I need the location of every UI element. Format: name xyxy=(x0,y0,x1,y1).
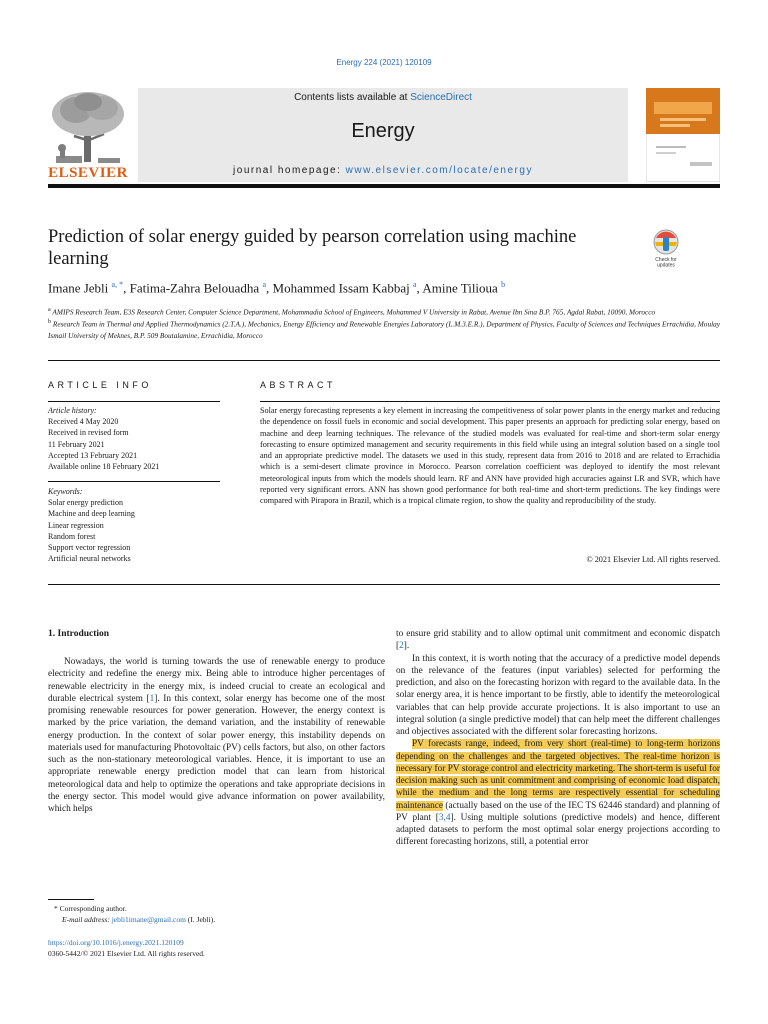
keyword-item: Support vector regression xyxy=(48,543,131,553)
history-item: Accepted 13 February 2021 xyxy=(48,450,138,460)
author-list xyxy=(48,280,668,296)
body-paragraph: In this context, it is worth noting that the accuracy of a predictive model depends on the relevance of the features (input variables) selected for performing the prediction, and also on the forecasting horizon with regard to the available data. In the solar energy area, it is hence important to be firstly, able to identify the meteorological variables that can help provide accurate projections. It is also important to use an integral solution (a single predictive model) that can help meet the different challenges and objectives associated with the different solar forecasting horizons. xyxy=(396,653,720,737)
keyword-item: Random forest xyxy=(48,531,96,541)
paragraph-text: to ensure grid stability and to allow optimal unit commitment and economic dispatch [ xyxy=(396,629,720,652)
author-separator: , xyxy=(416,280,423,296)
author-separator: , xyxy=(123,280,130,296)
keywords-label: Keywords: xyxy=(48,487,83,496)
author-affiliation-mark[interactable]: a xyxy=(412,280,417,289)
elsevier-logo-text: ELSEVIER xyxy=(48,165,128,181)
keywords xyxy=(48,486,220,564)
keyword-item: Artificial neural networks xyxy=(48,554,131,564)
affiliation-mark: b xyxy=(48,319,52,326)
affiliations xyxy=(48,305,720,341)
body-paragraph xyxy=(396,738,720,848)
corresponding-author-note: * Corresponding author. xyxy=(54,904,127,913)
history-item: Received 4 May 2020 xyxy=(48,417,119,427)
divider xyxy=(48,481,220,482)
article-title: Prediction of solar energy guided by pearson correlation using machine learning xyxy=(48,227,577,269)
journal-homepage-line xyxy=(138,165,628,176)
keyword-item: Linear regression xyxy=(48,520,104,530)
reference-link[interactable]: 1 xyxy=(149,693,155,704)
abstract-copyright: © 2021 Elsevier Ltd. All rights reserved. xyxy=(586,555,720,564)
body-column-right xyxy=(396,628,720,849)
history-item: 11 February 2021 xyxy=(48,439,105,449)
contents-prefix: Contents lists available at xyxy=(294,92,411,103)
email-link[interactable]: jebli1imane@gmail.com xyxy=(111,915,186,924)
email-suffix: (I. Jebli). xyxy=(185,915,216,924)
contents-line xyxy=(138,92,628,103)
sciencedirect-link[interactable]: ScienceDirect xyxy=(410,92,472,103)
history-item: Received in revised form xyxy=(48,428,129,438)
homepage-prefix: journal homepage: xyxy=(233,165,346,176)
keyword-item: Solar energy prediction xyxy=(48,498,123,508)
paragraph-text: ]. Using multiple solutions (predictive models) and hence, different adapted datasets to perform the most optimal solar energy projections according to different forecasting horizons, still, a potential error xyxy=(396,812,720,848)
abstract-text: Solar energy forecasting represents a key element in increasing the competitiveness of solar power plants in the energy market and reducing the dependence on fossil fuels in economic and social development. This paper presents an approach for predicting solar energy, based on machine and deep learning techniques. The relevance of the studied models was evaluated for real-time and short-term solar energy forecasting to ensure optimized management and security requirements in this field while using an integral solution based on a single tool and an appropriate predictive model. The datasets we used in this study, represent data from 2016 to 2018 and are related to Errachidia which is a semi-desert climate province in Morocco. Pearson correlation coefficient was deployed to identify the most relevant meteorological inputs from which the models should learn. RF and ANN have provided high accuracies against LR and SVR, which have reported very significant errors. ANN has shown good performance for both real-time and short-term predictions. The key findings were compared with Pirapora in Brazil, which is a tropical climate region, to show the quality and reproducibility of the study. xyxy=(260,406,720,506)
section-heading: 1. Introduction xyxy=(48,629,110,639)
body-paragraph xyxy=(48,656,385,815)
journal-homepage-link[interactable]: www.elsevier.com/locate/energy xyxy=(345,165,533,176)
paragraph-text: (actually based on the use of the IEC TS 62446 standard) and planning of PV plant [ xyxy=(396,800,720,823)
author-affiliation-mark[interactable]: b xyxy=(501,280,506,289)
body-paragraph xyxy=(396,628,720,653)
divider xyxy=(48,360,720,361)
doi-link[interactable]: https://doi.org/10.1016/j.energy.2021.120109 xyxy=(48,938,184,947)
highlighted-text: PV forecasts range, indeed, from very short (real-time) to long-term horizons depending on the challenges and the targeted objectives. The real-time horizon is necessary for PV storage control and electricity marketing. The short-term is useful for decision making such as unit commitment and comprising of economic load dispatch, while the medium and the long terms are respectively essential for scheduling maintenance xyxy=(396,739,720,811)
header-rule xyxy=(48,184,720,188)
email-label: E-mail address: xyxy=(62,915,112,924)
affiliation-b xyxy=(48,317,720,340)
author-separator: , xyxy=(266,280,273,296)
abstract-heading: ABSTRACT xyxy=(260,380,337,390)
paragraph-text: ]. xyxy=(403,641,410,652)
journal-citation[interactable]: Energy 224 (2021) 120109 xyxy=(336,58,432,67)
author-name: Imane Jebli xyxy=(48,280,109,296)
author-affiliation-mark[interactable]: a xyxy=(262,280,267,289)
author-name: Fatima-Zahra Belouadha xyxy=(129,280,260,296)
affiliation-a xyxy=(48,305,720,317)
divider xyxy=(48,401,220,402)
check-for-updates-icon[interactable] xyxy=(648,228,684,268)
affiliation-mark: a xyxy=(48,307,51,313)
issn-line: 0360-5442/© 2021 Elsevier Ltd. All rights reserved. xyxy=(48,949,205,958)
body-column-left xyxy=(48,656,385,815)
article-info-heading: ARTICLE INFO xyxy=(48,380,152,390)
journal-cover-image xyxy=(646,88,720,182)
footnote xyxy=(48,903,385,925)
author-name: Amine Tilioua xyxy=(422,280,498,296)
reference-link[interactable]: 2 xyxy=(399,641,404,652)
divider xyxy=(48,584,720,585)
journal-name: Energy xyxy=(351,120,415,142)
email-line xyxy=(48,914,385,925)
history-item: Available online 18 February 2021 xyxy=(48,462,160,472)
svg-text:Check for: Check for xyxy=(655,257,677,263)
author-name: Mohammed Issam Kabbaj xyxy=(272,280,410,296)
history-label: Article history: xyxy=(48,406,97,415)
article-history xyxy=(48,405,220,472)
author-affiliation-mark[interactable]: a, * xyxy=(111,280,124,289)
paragraph-text: Nowadays, the world is turning towards the use of renewable energy to produce electricity and redefine the energy mix. Being able to introduce higher percentages of renewable electricity in the energy mix, is indeed crucial to create an ecological and durable electrical system [ xyxy=(48,657,385,704)
paragraph-text: ]. In this context, solar energy has become one of the most promising renewable resources for power generation. However, the energy context is marked by the price variation, the demand variation, and the instability of renewable energy production. In the context of solar power energy, this instability depends on materials used for manufacturing Photovoltaic (PV) cells factors, but also, on other factors such as the non-stationary meteorological variables. Hence, it is important to use an appropriate renewable energy prediction model that can learn from historical meteorological data and help to optimize the operations and take appropriate decisions in the energy sector. This model would give advance information on power availability, which helps xyxy=(48,693,385,814)
svg-text:updates: updates xyxy=(657,262,675,268)
affiliation-text: AMIPS Research Team, E3S Research Center, Computer Science Department, Mohammadia School of Engineers, Mohammed V University in Rabat, Avenue Ibn Sina B.P. 765, Agdal Rabat, 10090, Morocco xyxy=(52,307,656,317)
footnote-rule xyxy=(48,899,94,900)
keyword-item: Machine and deep learning xyxy=(48,509,135,519)
affiliation-text: Research Team in Thermal and Applied Thermodynamics (2.T.A.), Mechanics, Energy Efficiency and Renewable Energies Laboratory (L.M.3.E.R.), Department of Physics, Faculty of Sciences and Techniques Errachidia, Moulay Ismail University of Meknes, B.P. 509 Boutalamine, Errachidia, Morocco xyxy=(48,319,721,340)
divider xyxy=(260,401,720,402)
reference-link[interactable]: 3,4 xyxy=(438,812,451,823)
